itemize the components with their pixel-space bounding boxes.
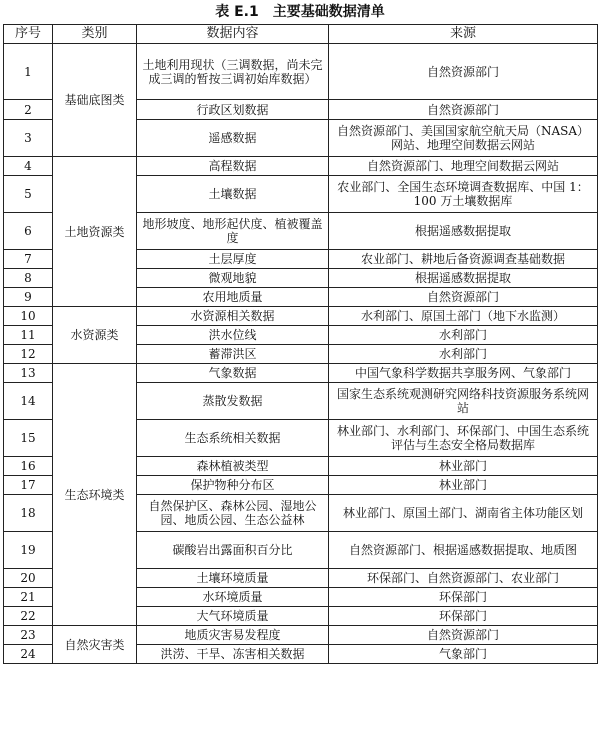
cell-content: 微观地貌 <box>137 269 329 288</box>
header-content: 数据内容 <box>137 25 329 44</box>
table-caption: 表 E.1 主要基础数据清单 <box>215 4 385 20</box>
cell-index: 8 <box>4 269 53 288</box>
cell-source: 水利部门、原国土部门（地下水监测） <box>329 307 598 326</box>
cell-content: 地质灾害易发程度 <box>137 626 329 645</box>
header-source: 来源 <box>329 25 598 44</box>
cell-content: 蒸散发数据 <box>137 383 329 420</box>
header-index: 序号 <box>4 25 53 44</box>
cell-index: 12 <box>4 345 53 364</box>
cell-source: 环保部门、自然资源部门、农业部门 <box>329 569 598 588</box>
cell-source: 林业部门 <box>329 457 598 476</box>
cell-content: 保护物种分布区 <box>137 476 329 495</box>
cell-index: 6 <box>4 213 53 250</box>
cell-index: 21 <box>4 588 53 607</box>
cell-category: 基础底图类 <box>53 44 137 157</box>
cell-source: 林业部门、水利部门、环保部门、中国生态系统评估与生态安全格局数据库 <box>329 420 598 457</box>
cell-index: 18 <box>4 495 53 532</box>
cell-index: 14 <box>4 383 53 420</box>
cell-content: 洪涝、干旱、冻害相关数据 <box>137 645 329 664</box>
cell-content: 高程数据 <box>137 157 329 176</box>
cell-content: 森林植被类型 <box>137 457 329 476</box>
cell-source: 自然资源部门、根据遥感数据提取、地质图 <box>329 532 598 569</box>
cell-category: 生态环境类 <box>53 364 137 626</box>
cell-content: 水环境质量 <box>137 588 329 607</box>
cell-index: 22 <box>4 607 53 626</box>
cell-index: 9 <box>4 288 53 307</box>
cell-content: 自然保护区、森林公园、湿地公园、地质公园、生态公益林 <box>137 495 329 532</box>
table-row <box>4 364 598 383</box>
cell-source: 根据遥感数据提取 <box>329 213 598 250</box>
cell-source: 水利部门 <box>329 326 598 345</box>
table-row <box>4 157 598 176</box>
cell-index: 24 <box>4 645 53 664</box>
cell-content: 洪水位线 <box>137 326 329 345</box>
cell-content: 地形坡度、地形起伏度、植被覆盖度 <box>137 213 329 250</box>
cell-content: 生态系统相关数据 <box>137 420 329 457</box>
cell-content: 行政区划数据 <box>137 100 329 120</box>
cell-source: 环保部门 <box>329 588 598 607</box>
cell-index: 7 <box>4 250 53 269</box>
cell-content: 碳酸岩出露面积百分比 <box>137 532 329 569</box>
cell-source: 自然资源部门、地理空间数据云网站 <box>329 157 598 176</box>
cell-source: 自然资源部门 <box>329 100 598 120</box>
cell-index: 15 <box>4 420 53 457</box>
cell-index: 5 <box>4 176 53 213</box>
cell-index: 19 <box>4 532 53 569</box>
cell-category: 自然灾害类 <box>53 626 137 664</box>
cell-content: 土壤数据 <box>137 176 329 213</box>
cell-source: 林业部门 <box>329 476 598 495</box>
cell-source: 农业部门、全国生态环境调查数据库、中国 1：100 万土壤数据库 <box>329 176 598 213</box>
cell-content: 遥感数据 <box>137 120 329 157</box>
table-row <box>4 626 598 645</box>
cell-index: 20 <box>4 569 53 588</box>
cell-content: 气象数据 <box>137 364 329 383</box>
cell-index: 3 <box>4 120 53 157</box>
cell-category: 土地资源类 <box>53 157 137 307</box>
cell-content: 大气环境质量 <box>137 607 329 626</box>
cell-source: 根据遥感数据提取 <box>329 269 598 288</box>
cell-content: 土地利用现状（三调数据，尚未完成三调的暂按三调初始库数据） <box>137 44 329 100</box>
cell-source: 水利部门 <box>329 345 598 364</box>
cell-index: 23 <box>4 626 53 645</box>
table-row <box>4 44 598 100</box>
cell-source: 国家生态系统观测研究网络科技资源服务系统网站 <box>329 383 598 420</box>
cell-content: 农用地质量 <box>137 288 329 307</box>
cell-source: 林业部门、原国土部门、湖南省主体功能区划 <box>329 495 598 532</box>
table-header-row <box>4 25 598 44</box>
cell-index: 16 <box>4 457 53 476</box>
cell-index: 17 <box>4 476 53 495</box>
table-row <box>4 307 598 326</box>
data-table <box>3 24 598 664</box>
cell-content: 土壤环境质量 <box>137 569 329 588</box>
cell-content: 土层厚度 <box>137 250 329 269</box>
cell-index: 1 <box>4 44 53 100</box>
cell-source: 自然资源部门 <box>329 626 598 645</box>
cell-source: 自然资源部门 <box>329 288 598 307</box>
cell-source: 自然资源部门、美国国家航空航天局（NASA）网站、地理空间数据云网站 <box>329 120 598 157</box>
cell-index: 2 <box>4 100 53 120</box>
cell-content: 蓄滞洪区 <box>137 345 329 364</box>
cell-index: 11 <box>4 326 53 345</box>
cell-source: 农业部门、耕地后备资源调查基础数据 <box>329 250 598 269</box>
cell-index: 4 <box>4 157 53 176</box>
cell-category: 水资源类 <box>53 307 137 364</box>
cell-source: 环保部门 <box>329 607 598 626</box>
cell-index: 10 <box>4 307 53 326</box>
cell-source: 自然资源部门 <box>329 44 598 100</box>
cell-content: 水资源相关数据 <box>137 307 329 326</box>
cell-index: 13 <box>4 364 53 383</box>
cell-source: 气象部门 <box>329 645 598 664</box>
cell-source: 中国气象科学数据共享服务网、气象部门 <box>329 364 598 383</box>
header-category: 类别 <box>53 25 137 44</box>
